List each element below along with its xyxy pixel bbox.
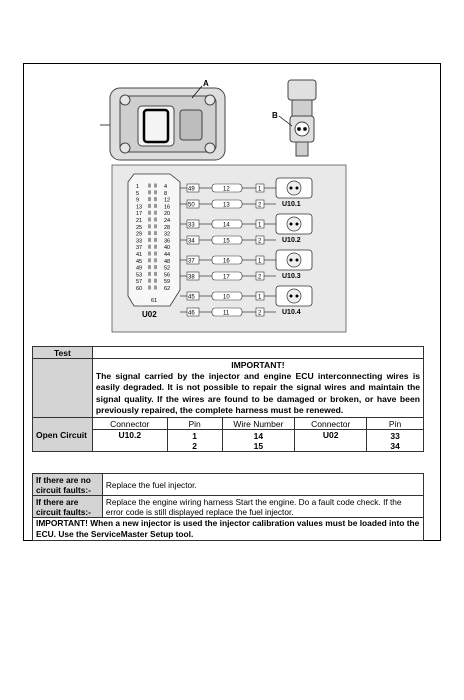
ecu-pin-right: 40: [164, 245, 171, 252]
ecu-pin-slot: [154, 238, 157, 242]
injector-terminal: [296, 295, 299, 298]
no-fault-label: If there are no circuit faults:-: [33, 474, 103, 496]
col-header-pin-1: Pin: [167, 418, 222, 430]
ecu-pin-slot: [154, 197, 157, 201]
injector-pin-number: 2: [258, 202, 262, 209]
fault-action: Replace the engine wiring harness Start the engine. Do a fault code check. If the error code is still displayed replace the fuel injector.: [102, 496, 423, 518]
ecu-pin-slot: [148, 204, 151, 208]
injector-terminal: [290, 187, 293, 190]
ecu-pin-left: 17: [136, 211, 143, 218]
ecu-pin-right: 44: [164, 252, 171, 258]
important-text: The signal carried by the injector and engine ECU interconnecting wires is easily degraded. It is not possible to repair the signal wires and maintain the signal quality. If the wires are found to be damaged or broken, or have been previously repaired, the complete harness must be renewed.: [95, 371, 420, 415]
ecu-pin-slot: [148, 238, 151, 242]
ecu-pin-number: 34: [188, 238, 195, 245]
ecu-pin-slot: [154, 279, 157, 283]
ecu-pin-slot: [154, 218, 157, 222]
wire-number: 15: [223, 238, 230, 245]
injector-label: U10.1: [282, 201, 301, 208]
label-a: A: [203, 79, 209, 88]
ecu-pin-slot: [148, 224, 151, 228]
ecu-pin-right: 48: [164, 258, 171, 265]
injector-terminal: [290, 295, 293, 298]
injector-pin-number: 2: [258, 274, 262, 281]
injector-socket: [287, 253, 301, 267]
test-header: Test: [33, 347, 93, 359]
ecu-pin-right: 36: [164, 238, 171, 245]
fault-table: [32, 473, 424, 541]
injector-terminal: [296, 187, 299, 190]
ecu-pin-right: 8: [164, 190, 168, 197]
cell-connector-2: U02: [295, 430, 367, 452]
ecu-pin-right: 24: [164, 218, 171, 224]
label-b: B: [272, 111, 278, 120]
ecu-pin-right: 56: [164, 272, 171, 279]
col-header-wire-number: Wire Number: [222, 418, 295, 430]
injector-label: U10.3: [282, 273, 301, 280]
ecu-pin-left: 1: [136, 184, 140, 190]
cell-wires: 14 15: [222, 430, 295, 452]
col-header-pin-2: Pin: [367, 418, 424, 430]
injector-pin-number: 1: [258, 294, 262, 301]
engine-block-illustration: [100, 88, 225, 160]
ecu-pin-slot: [148, 218, 151, 222]
ecu-pin-slot: [154, 204, 157, 208]
ecu-pin-slot: [148, 197, 151, 201]
ecu-pin-slot: [154, 211, 157, 215]
ecu-pin-right: 28: [164, 224, 171, 231]
ecu-pin-slot: [148, 190, 151, 194]
ecu-pin-left: 49: [136, 265, 143, 272]
wire-number: 17: [223, 274, 230, 281]
ecu-pin-slot: [148, 265, 151, 269]
ecu-pin-number: 50: [188, 202, 195, 209]
ecu-pin-right: 20: [164, 211, 171, 218]
ecu-pin-left: 53: [136, 272, 143, 279]
ecu-pin-slot: [148, 286, 151, 290]
injector-pin-number: 1: [258, 186, 262, 193]
ecu-pin-left: 13: [136, 204, 143, 211]
injector-pin-number: 2: [258, 238, 262, 245]
ecu-pin-left: 9: [136, 197, 140, 204]
ecu-pin-left: 57: [136, 279, 143, 286]
ecu-pin-slot: [154, 190, 157, 194]
ecu-pin-right: 12: [164, 197, 171, 204]
ecu-pin-left: 41: [136, 252, 143, 258]
ecu-pin-slot: [148, 279, 151, 283]
ecu-pin-left: 5: [136, 190, 140, 197]
injector-pin-number: 2: [258, 310, 262, 317]
injector-socket: [287, 181, 301, 195]
ecu-pin-slot: [148, 245, 151, 249]
ecu-pin-right: 59: [164, 279, 171, 286]
fault-label: If there are circuit faults:-: [33, 496, 103, 518]
ecu-pin-slot: [154, 252, 157, 256]
important-title: IMPORTANT!: [231, 360, 285, 370]
ecu-pin-left: 37: [136, 245, 143, 252]
ecu-pin-right: 52: [164, 265, 171, 272]
ecu-pin-slot: [148, 184, 151, 188]
ecu-pin-slot: [154, 265, 157, 269]
wire-number: 12: [223, 186, 230, 193]
cell-pins-1: 1 2: [167, 430, 222, 452]
ecu-pin-slot: [148, 272, 151, 276]
ecu-pin-right: 16: [164, 204, 171, 211]
injector-terminal: [296, 223, 299, 226]
test-table: [32, 346, 424, 452]
no-fault-action: Replace the fuel injector.: [102, 474, 423, 496]
open-circuit-label: Open Circuit: [33, 418, 93, 452]
ecu-pin-slot: [148, 231, 151, 235]
injector-terminal: [296, 259, 299, 262]
injector-socket: [287, 289, 301, 303]
ecu-pin-slot: [154, 231, 157, 235]
injector-socket: [287, 217, 301, 231]
ecu-pin-slot: [154, 272, 157, 276]
calibration-note: IMPORTANT! When a new injector is used the injector calibration values must be loaded into the ECU. Use the ServiceMaster Setup tool.: [33, 518, 424, 541]
ecu-pin-slot: [154, 184, 157, 188]
ecu-pin-number: 49: [188, 186, 195, 193]
ecu-pin-left: 45: [136, 258, 143, 265]
injector-terminal: [290, 259, 293, 262]
ecu-pin-left: 33: [136, 238, 143, 245]
cell-connector-1: U10.2: [92, 430, 167, 452]
wire-number: 11: [223, 310, 230, 317]
col-header-connector-2: Connector: [295, 418, 367, 430]
ecu-pin-number: 37: [188, 258, 195, 265]
injector-label: U10.4: [282, 309, 301, 316]
wire-number: 16: [223, 258, 230, 265]
wire-number: 13: [223, 202, 230, 209]
ecu-pin-slot: [148, 211, 151, 215]
ecu-pin-slot: [148, 258, 151, 262]
cell-pins-2: 33 34: [367, 430, 424, 452]
important-side-cell: [33, 359, 93, 418]
ecu-connector-label: U02: [142, 310, 157, 319]
injector-terminal: [290, 223, 293, 226]
ecu-pin-slot: [154, 286, 157, 290]
ecu-pin-slot: [148, 252, 151, 256]
ecu-pin-number: 38: [188, 274, 195, 281]
ecu-pin-slot: [154, 258, 157, 262]
ecu-pin-number: 33: [188, 222, 195, 229]
injector-illustration: [288, 80, 316, 156]
ecu-pin-left: 29: [136, 231, 143, 238]
ecu-pin-slot: [154, 224, 157, 228]
wiring-diagram: [30, 70, 435, 345]
ecu-pin-left: 60: [136, 286, 143, 292]
ecu-pin-right: 62: [164, 286, 171, 292]
injector-pin-number: 1: [258, 258, 262, 265]
ecu-pin-left: 25: [136, 224, 143, 231]
ecu-pin-right: 4: [164, 184, 168, 190]
injector-pin-number: 1: [258, 222, 262, 229]
wire-number: 10: [223, 294, 230, 301]
ecu-pin-left: 21: [136, 218, 143, 224]
ecu-pin-right: 32: [164, 231, 171, 238]
ecu-pin-slot: [154, 245, 157, 249]
ecu-pin-number: 45: [188, 294, 195, 301]
wire-number: 14: [223, 222, 230, 229]
ecu-pin-number: 46: [188, 310, 195, 317]
injector-label: U10.2: [282, 237, 301, 244]
col-header-connector-1: Connector: [92, 418, 167, 430]
ecu-pin-bottom: 61: [151, 298, 158, 304]
